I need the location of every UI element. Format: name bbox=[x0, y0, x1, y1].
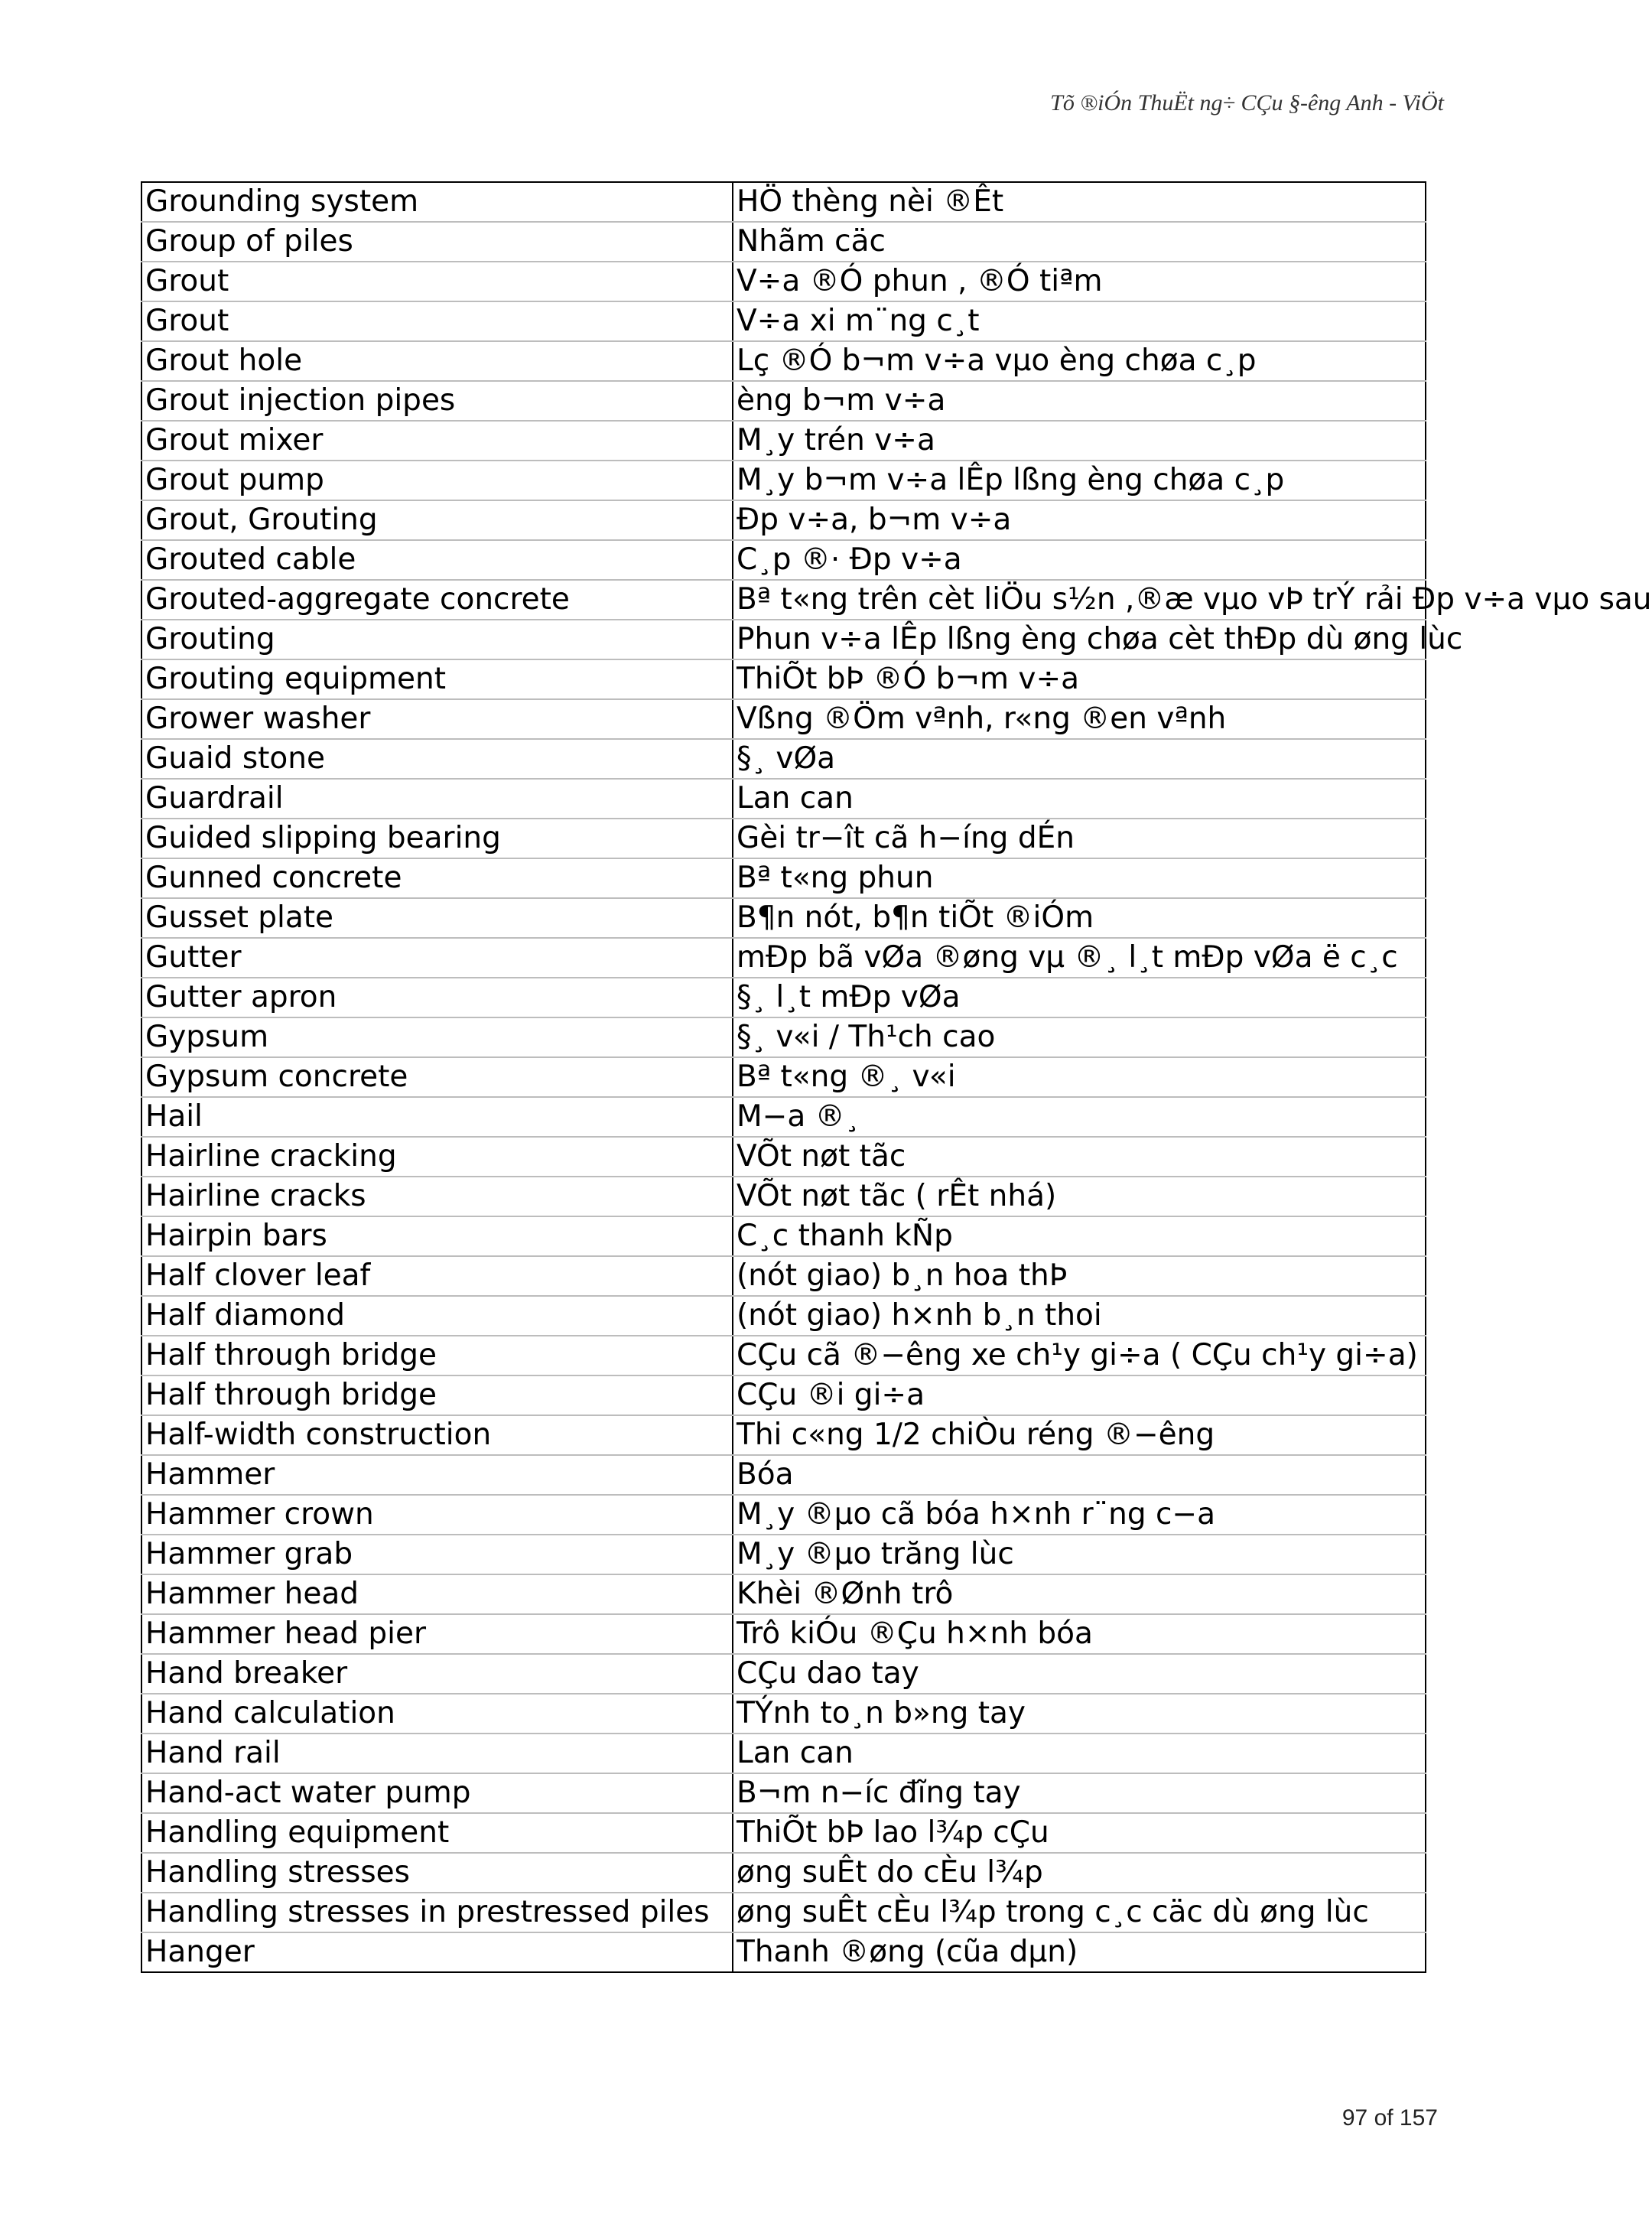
table-row bbox=[141, 500, 1426, 540]
translation-cell: Bóa bbox=[733, 1455, 1426, 1495]
translation-cell: CÇu ®i gi÷a bbox=[733, 1375, 1426, 1415]
term-cell: Handling stresses in prestressed piles bbox=[141, 1893, 733, 1932]
glossary-table bbox=[141, 181, 1652, 1973]
table-row bbox=[141, 341, 1426, 381]
table-row bbox=[141, 659, 1426, 699]
translation-cell: C¸c thanh kÑp bbox=[733, 1216, 1426, 1256]
term-cell: Hand breaker bbox=[141, 1654, 733, 1694]
term-cell: Guardrail bbox=[141, 779, 733, 819]
term-cell: Hammer grab bbox=[141, 1535, 733, 1574]
term-cell: Half-width construction bbox=[141, 1415, 733, 1455]
table-row bbox=[141, 1017, 1426, 1057]
term-cell: Gypsum bbox=[141, 1017, 733, 1057]
table-row bbox=[141, 301, 1426, 341]
table-row bbox=[141, 1773, 1426, 1813]
table-row bbox=[141, 262, 1426, 301]
table-row bbox=[141, 1216, 1426, 1256]
translation-cell: Đp v÷a, b¬m v÷a bbox=[733, 500, 1426, 540]
term-cell: Grouting bbox=[141, 620, 733, 659]
term-cell: Hammer crown bbox=[141, 1495, 733, 1535]
term-cell: Half clover leaf bbox=[141, 1256, 733, 1296]
table-row bbox=[141, 1893, 1426, 1932]
translation-cell: M¸y b¬m v÷a lÊp lßng èng chøa c¸p bbox=[733, 461, 1426, 500]
table-row bbox=[141, 1495, 1426, 1535]
term-cell: Group of piles bbox=[141, 222, 733, 262]
table-row bbox=[141, 978, 1426, 1017]
term-cell: Hairline cracking bbox=[141, 1137, 733, 1177]
translation-cell: Lç ®Ó b¬m v÷a vµo èng chøa c¸p bbox=[733, 341, 1426, 381]
term-cell: Gunned concrete bbox=[141, 858, 733, 898]
translation-cell: Thanh ®øng (cũa dµn) bbox=[733, 1932, 1426, 1972]
translation-cell: Trô kiÓu ®Çu h×nh bóa bbox=[733, 1614, 1426, 1654]
term-cell: Handling equipment bbox=[141, 1813, 733, 1853]
translation-cell: VÕt nøt tãc ( rÊt nhá) bbox=[733, 1177, 1426, 1216]
translation-cell: CÇu dao tay bbox=[733, 1654, 1426, 1694]
table-row bbox=[141, 421, 1426, 461]
translation-cell: Nhãm cäc bbox=[733, 222, 1426, 262]
term-cell: Grout pump bbox=[141, 461, 733, 500]
term-cell: Grout bbox=[141, 262, 733, 301]
translation-cell: ThiÕt bÞ lao l¾p cÇu bbox=[733, 1813, 1426, 1853]
table-row bbox=[141, 1177, 1426, 1216]
table-row bbox=[141, 779, 1426, 819]
table-row bbox=[141, 1137, 1426, 1177]
table-row bbox=[141, 1455, 1426, 1495]
translation-cell: §¸ l¸t mÐp vØa bbox=[733, 978, 1426, 1017]
table-row bbox=[141, 1097, 1426, 1137]
translation-cell: CÇu cã ®−êng xe ch¹y gi÷a ( CÇu ch¹y gi÷a) bbox=[733, 1336, 1426, 1375]
term-cell: Grounding system bbox=[141, 182, 733, 222]
term-cell: Hairpin bars bbox=[141, 1216, 733, 1256]
term-cell: Grout bbox=[141, 301, 733, 341]
table-row bbox=[141, 1336, 1426, 1375]
translation-cell: C¸p ®· Đp v÷a bbox=[733, 540, 1426, 580]
table-row bbox=[141, 222, 1426, 262]
term-cell: Hairline cracks bbox=[141, 1177, 733, 1216]
table-row bbox=[141, 461, 1426, 500]
translation-cell: V÷a xi m¨ng c¸t bbox=[733, 301, 1426, 341]
translation-cell: øng suÊt cÈu l¾p trong c¸c cäc dù øng lùc bbox=[733, 1893, 1426, 1932]
translation-cell: §¸ vØa bbox=[733, 739, 1426, 779]
term-cell: Handling stresses bbox=[141, 1853, 733, 1893]
term-cell: Half through bridge bbox=[141, 1375, 733, 1415]
table-row bbox=[141, 1654, 1426, 1694]
table-row bbox=[141, 540, 1426, 580]
table-row bbox=[141, 1574, 1426, 1614]
term-cell: Grower washer bbox=[141, 699, 733, 739]
term-cell: Hail bbox=[141, 1097, 733, 1137]
translation-cell: (nót giao) h×nh b¸n thoi bbox=[733, 1296, 1426, 1336]
table-row bbox=[141, 381, 1426, 421]
translation-cell: èng b¬m v÷a bbox=[733, 381, 1426, 421]
table-row bbox=[141, 1932, 1426, 1972]
term-cell: Hammer bbox=[141, 1455, 733, 1495]
translation-cell: øng suÊt do cÈu l¾p bbox=[733, 1853, 1426, 1893]
translation-cell: Gèi tr−ît cã h−íng dÉn bbox=[733, 819, 1426, 858]
term-cell: Half diamond bbox=[141, 1296, 733, 1336]
table-row bbox=[141, 938, 1426, 978]
translation-cell: (nót giao) b¸n hoa thÞ bbox=[733, 1256, 1426, 1296]
term-cell: Grout injection pipes bbox=[141, 381, 733, 421]
translation-cell: Phun v÷a lÊp lßng èng chøa cèt thÐp dù øng lùc bbox=[733, 620, 1426, 659]
table-row bbox=[141, 819, 1426, 858]
term-cell: Hammer head pier bbox=[141, 1614, 733, 1654]
table-row bbox=[141, 739, 1426, 779]
translation-cell: Vßng ®Öm vªnh, r«ng ®en vªnh bbox=[733, 699, 1426, 739]
table-row bbox=[141, 1057, 1426, 1097]
translation-cell: M¸y ®µo trăng lùc bbox=[733, 1535, 1426, 1574]
translation-cell: ThiÕt bÞ ®Ó b¬m v÷a bbox=[733, 659, 1426, 699]
term-cell: Gusset plate bbox=[141, 898, 733, 938]
table-row bbox=[141, 1256, 1426, 1296]
table-row bbox=[141, 699, 1426, 739]
table-row bbox=[141, 1734, 1426, 1773]
term-cell: Hand calculation bbox=[141, 1694, 733, 1734]
running-header: Tõ ®iÓn ThuËt ng÷ CÇu §-êng Anh - ViÖt bbox=[1050, 90, 1444, 116]
translation-cell: Bª t«ng trên cèt liÖu s½n ,®æ vµo vÞ trÝ rải Đp v÷a vµo sau bbox=[733, 580, 1426, 620]
translation-cell: Khèi ®Ønh trô bbox=[733, 1574, 1426, 1614]
translation-cell: M−a ®¸ bbox=[733, 1097, 1426, 1137]
table-row bbox=[141, 580, 1426, 620]
translation-cell: M¸y ®µo cã bóa h×nh r¨ng c−a bbox=[733, 1495, 1426, 1535]
term-cell: Guided slipping bearing bbox=[141, 819, 733, 858]
term-cell: Grout hole bbox=[141, 341, 733, 381]
translation-cell: Bª t«ng phun bbox=[733, 858, 1426, 898]
term-cell: Grouted cable bbox=[141, 540, 733, 580]
translation-cell: Lan can bbox=[733, 779, 1426, 819]
term-cell: Grouting equipment bbox=[141, 659, 733, 699]
table-row bbox=[141, 1535, 1426, 1574]
table-row bbox=[141, 898, 1426, 938]
table-row bbox=[141, 1853, 1426, 1893]
translation-cell: B¶n nót, b¶n tiÕt ®iÓm bbox=[733, 898, 1426, 938]
term-cell: Half through bridge bbox=[141, 1336, 733, 1375]
term-cell: Hammer head bbox=[141, 1574, 733, 1614]
translation-cell: Thi c«ng 1/2 chiÒu réng ®−êng bbox=[733, 1415, 1426, 1455]
table-row bbox=[141, 1375, 1426, 1415]
translation-cell: HÖ thèng nèi ®Êt bbox=[733, 182, 1426, 222]
term-cell: Hand rail bbox=[141, 1734, 733, 1773]
translation-cell: §¸ v«i / Th¹ch cao bbox=[733, 1017, 1426, 1057]
glossary-body bbox=[141, 182, 1652, 1972]
term-cell: Gutter bbox=[141, 938, 733, 978]
table-row bbox=[141, 1296, 1426, 1336]
translation-cell: Lan can bbox=[733, 1734, 1426, 1773]
translation-cell: M¸y trén v÷a bbox=[733, 421, 1426, 461]
term-cell: Hand-act water pump bbox=[141, 1773, 733, 1813]
table-row bbox=[141, 1415, 1426, 1455]
translation-cell: mÐp bã vØa ®øng vµ ®¸ l¸t mÐp vØa ë c¸c bbox=[733, 938, 1426, 978]
translation-cell: B¬m n−íc đĩng tay bbox=[733, 1773, 1426, 1813]
translation-cell: TÝnh to¸n b»ng tay bbox=[733, 1694, 1426, 1734]
term-cell: Grout mixer bbox=[141, 421, 733, 461]
translation-cell: Bª t«ng ®¸ v«i bbox=[733, 1057, 1426, 1097]
term-cell: Guaid stone bbox=[141, 739, 733, 779]
table-row bbox=[141, 1614, 1426, 1654]
term-cell: Gypsum concrete bbox=[141, 1057, 733, 1097]
table-row bbox=[141, 1694, 1426, 1734]
translation-cell: VÕt nøt tãc bbox=[733, 1137, 1426, 1177]
table-row bbox=[141, 858, 1426, 898]
term-cell: Gutter apron bbox=[141, 978, 733, 1017]
table-row bbox=[141, 1813, 1426, 1853]
term-cell: Hanger bbox=[141, 1932, 733, 1972]
table-row bbox=[141, 620, 1426, 659]
translation-cell: V÷a ®Ó phun , ®Ó tiªm bbox=[733, 262, 1426, 301]
page-number: 97 of 157 bbox=[1341, 2105, 1438, 2131]
term-cell: Grout, Grouting bbox=[141, 500, 733, 540]
term-cell: Grouted-aggregate concrete bbox=[141, 580, 733, 620]
table-row bbox=[141, 182, 1426, 222]
